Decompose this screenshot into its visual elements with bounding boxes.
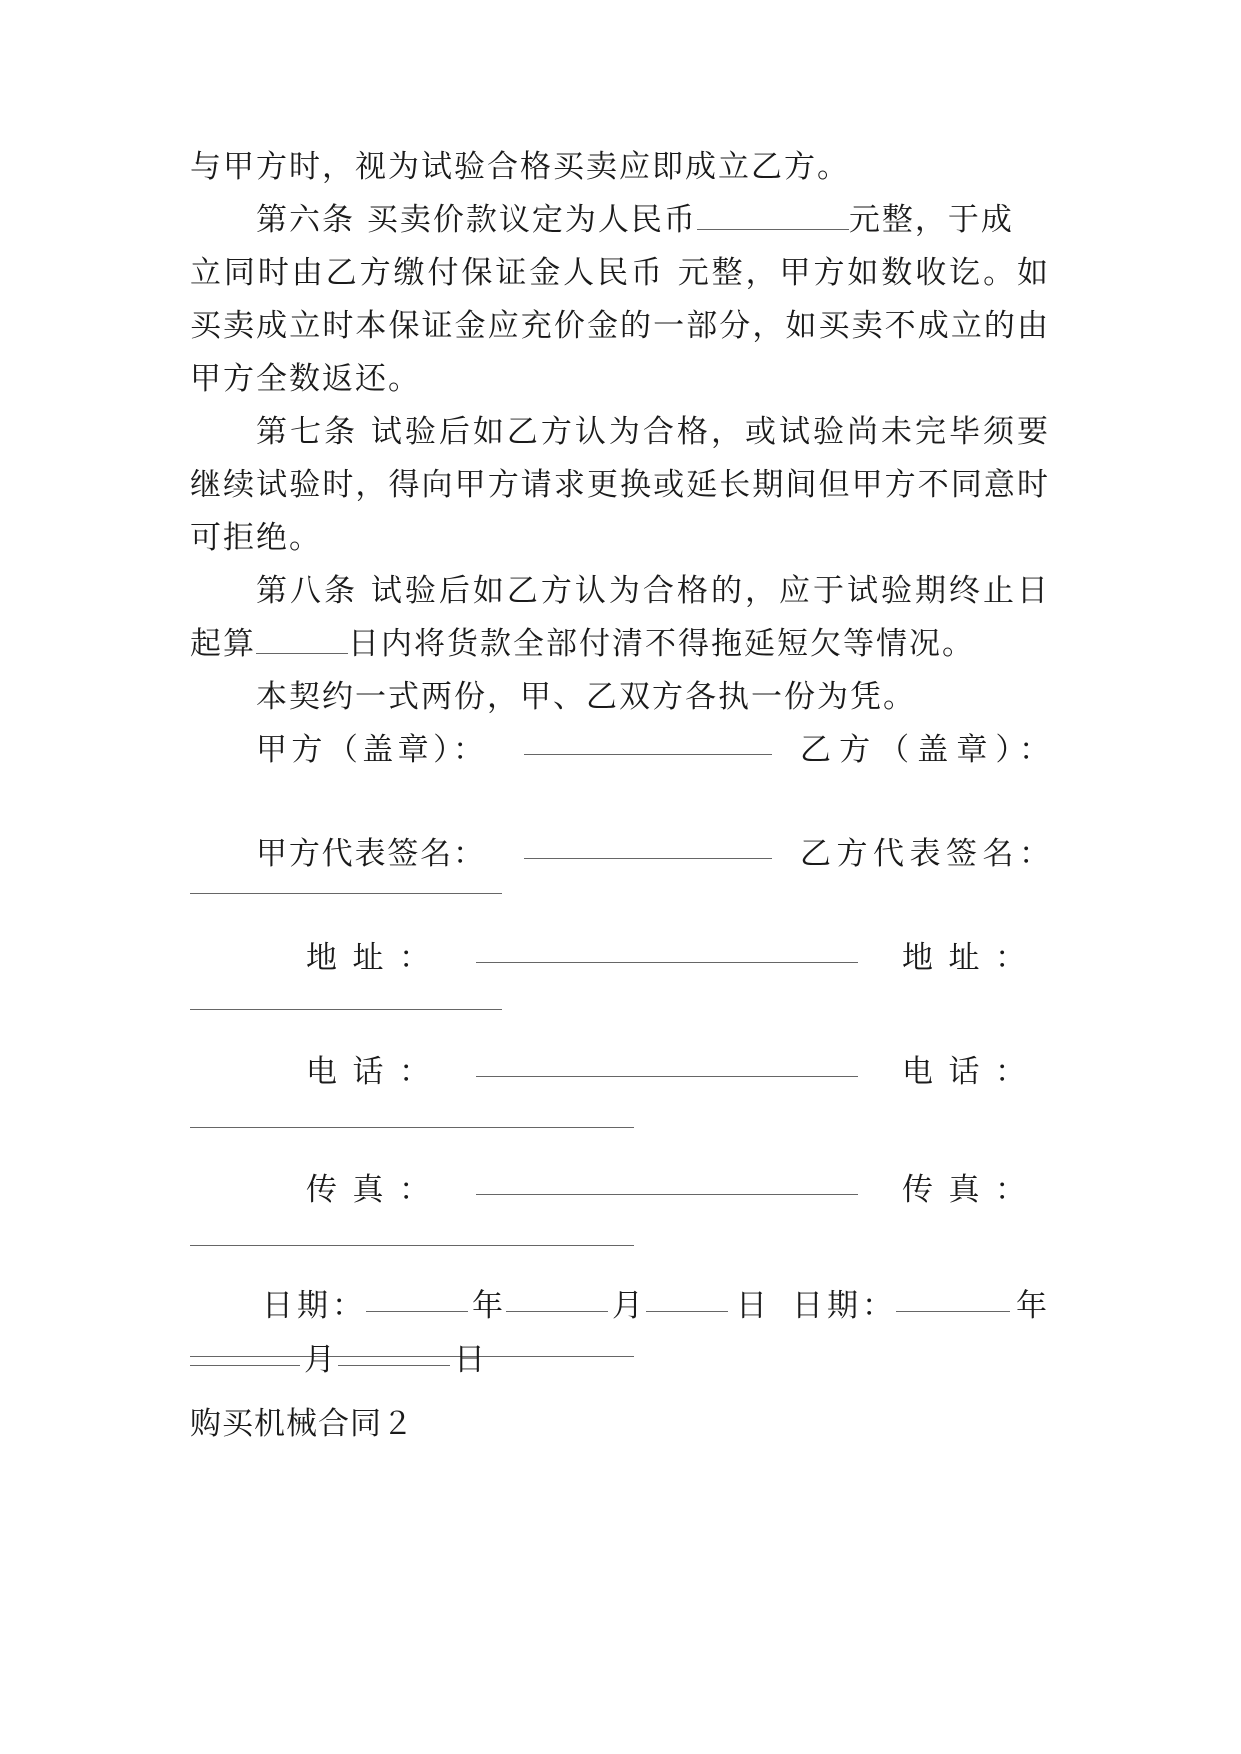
article-7-line: 第七条 试验后如乙方认为合格，或试验尚未完毕须要 <box>256 414 1050 450</box>
next-document-title: 购买机械合同２ <box>190 1406 414 1442</box>
party-a-fax-label: 传 真 ： <box>306 1172 430 1208</box>
party-a-rep-blank <box>524 858 772 859</box>
party-b-rep-label: 乙方代表签名： <box>800 836 1050 872</box>
party-b-year-blank <box>896 1311 1010 1312</box>
party-b-date-label: 日期： <box>792 1288 897 1324</box>
party-b-fax-label: 传 真 ： <box>902 1172 1026 1208</box>
party-a-date-label: 日期： <box>262 1288 367 1324</box>
article-8-line: 第八条 试验后如乙方认为合格的，应于试验期终止日 <box>256 573 1050 609</box>
party-b-seal-label: 乙方（盖章）： <box>800 732 1050 768</box>
party-a-day-label: 日 <box>736 1288 767 1324</box>
paragraph-line: 立同时由乙方缴付保证金人民币 元整，甲方如数收讫。如 <box>190 255 1050 291</box>
article-8-suffix: 日内将货款全部付清不得拖延短欠等情况。 <box>348 626 975 662</box>
days-blank <box>256 625 348 654</box>
party-b-year-label: 年 <box>1016 1288 1047 1324</box>
article-8-line-2 <box>190 624 1050 664</box>
party-a-month-blank <box>506 1311 608 1312</box>
party-a-address-blank <box>476 962 858 963</box>
party-b-seal-blank <box>190 893 502 894</box>
article-6-line <box>256 200 1050 240</box>
party-a-fax-blank <box>476 1194 858 1195</box>
party-b-phone-label: 电 话 ： <box>902 1054 1026 1090</box>
paragraph-line: 与甲方时，视为试验合格买卖应即成立乙方。 <box>190 149 850 185</box>
party-a-phone-label: 电 话 ： <box>306 1054 430 1090</box>
party-a-seal-blank <box>524 754 772 755</box>
article-6-text-suffix: 元整，于成 <box>848 202 1014 238</box>
paragraph-line: 继续试验时，得向甲方请求更换或延长期间但甲方不同意时 <box>190 467 1050 503</box>
party-b-day-label: 日 <box>454 1342 485 1378</box>
paragraph-line: 甲方全数返还。 <box>190 361 421 397</box>
party-a-month-label: 月 <box>612 1288 643 1324</box>
article-8-prefix: 起算 <box>190 626 256 662</box>
party-b-fax-blank <box>190 1356 634 1357</box>
party-b-address-blank <box>190 1127 634 1128</box>
party-a-seal-label: 甲方（盖章）： <box>256 732 484 768</box>
paragraph-line: 可拒绝。 <box>190 520 322 556</box>
party-b-phone-blank <box>190 1245 634 1246</box>
party-a-address-label: 地 址 ： <box>306 940 430 976</box>
party-a-year-blank <box>366 1311 468 1312</box>
party-a-day-blank <box>646 1311 728 1312</box>
party-b-day-blank <box>338 1365 450 1366</box>
party-a-rep-label: 甲方代表签名： <box>256 836 484 872</box>
party-b-rep-blank <box>190 1009 502 1010</box>
price-blank <box>697 201 849 230</box>
party-b-month-label: 月 <box>304 1342 335 1378</box>
party-b-month-blank <box>190 1365 300 1366</box>
party-a-year-label: 年 <box>472 1288 503 1324</box>
article-6-text: 第六条 买卖价款议定为人民币 <box>256 202 697 238</box>
copies-line: 本契约一式两份，甲、乙双方各执一份为凭。 <box>256 679 916 715</box>
party-a-phone-blank <box>476 1076 858 1077</box>
paragraph-line: 买卖成立时本保证金应充价金的一部分，如买卖不成立的由 <box>190 308 1050 344</box>
party-b-address-label: 地 址 ： <box>902 940 1026 976</box>
